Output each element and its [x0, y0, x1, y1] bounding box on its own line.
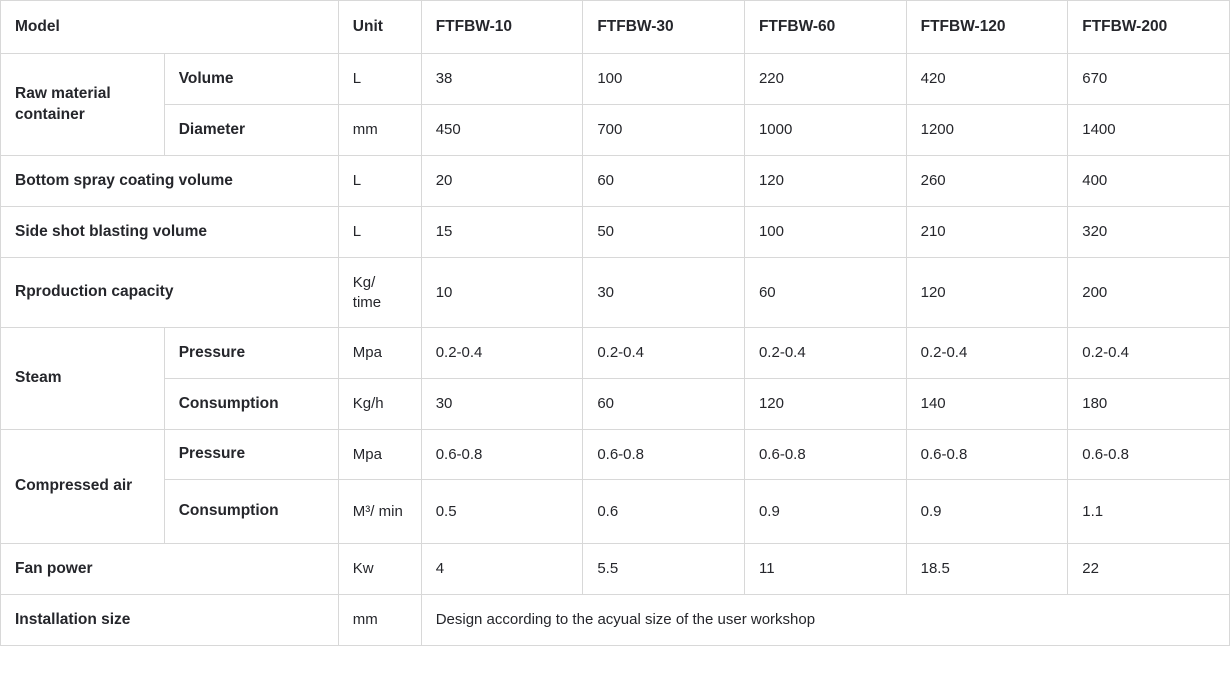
- cell-side-shot-ftfbw-60: 100: [744, 207, 906, 258]
- table-row: [1, 258, 1230, 328]
- cell-volume-ftfbw-120: 420: [906, 54, 1068, 105]
- header-model-ftfbw-120: FTFBW-120: [906, 1, 1068, 54]
- cell-side-shot-ftfbw-30: 50: [583, 207, 745, 258]
- cell-volume-ftfbw-10: 38: [421, 54, 583, 105]
- row-group-compressed-air: Compressed air: [1, 430, 165, 544]
- cell-air-consumption-ftfbw-30: 0.6: [583, 480, 745, 544]
- cell-steam-pressure-ftfbw-60: 0.2-0.4: [744, 328, 906, 379]
- header-model-ftfbw-200: FTFBW-200: [1068, 1, 1230, 54]
- row-label-steam-pressure: Pressure: [164, 328, 338, 379]
- header-model-ftfbw-10: FTFBW-10: [421, 1, 583, 54]
- cell-air-pressure-ftfbw-30: 0.6-0.8: [583, 430, 745, 480]
- row-label-diameter: Diameter: [164, 105, 338, 156]
- table-header-row: [1, 1, 1230, 54]
- row-label-volume: Volume: [164, 54, 338, 105]
- cell-bottom-spray-ftfbw-30: 60: [583, 156, 745, 207]
- cell-diameter-ftfbw-30: 700: [583, 105, 745, 156]
- table-row: [1, 544, 1230, 595]
- cell-steam-pressure-ftfbw-200: 0.2-0.4: [1068, 328, 1230, 379]
- cell-capacity-ftfbw-200: 200: [1068, 258, 1230, 328]
- cell-volume-ftfbw-200: 670: [1068, 54, 1230, 105]
- row-group-raw-material-container: Raw material container: [1, 54, 165, 156]
- row-unit-rproduction-capacity: Kg/ time: [338, 258, 421, 328]
- cell-volume-ftfbw-30: 100: [583, 54, 745, 105]
- cell-fan-power-ftfbw-120: 18.5: [906, 544, 1068, 595]
- cell-steam-consumption-ftfbw-120: 140: [906, 379, 1068, 430]
- header-model-ftfbw-30: FTFBW-30: [583, 1, 745, 54]
- header-unit: Unit: [338, 1, 421, 54]
- cell-air-consumption-ftfbw-120: 0.9: [906, 480, 1068, 544]
- row-label-installation-size: Installation size: [1, 595, 339, 646]
- cell-air-pressure-ftfbw-10: 0.6-0.8: [421, 430, 583, 480]
- table-row: [1, 328, 1230, 379]
- table-row: [1, 54, 1230, 105]
- row-unit-bottom-spray: L: [338, 156, 421, 207]
- cell-air-pressure-ftfbw-60: 0.6-0.8: [744, 430, 906, 480]
- cell-fan-power-ftfbw-200: 22: [1068, 544, 1230, 595]
- row-unit-side-shot: L: [338, 207, 421, 258]
- row-unit-steam-pressure: Mpa: [338, 328, 421, 379]
- cell-steam-pressure-ftfbw-120: 0.2-0.4: [906, 328, 1068, 379]
- cell-steam-consumption-ftfbw-60: 120: [744, 379, 906, 430]
- row-label-side-shot-blasting-volume: Side shot blasting volume: [1, 207, 339, 258]
- row-unit-installation-size: mm: [338, 595, 421, 646]
- cell-bottom-spray-ftfbw-10: 20: [421, 156, 583, 207]
- cell-air-consumption-ftfbw-10: 0.5: [421, 480, 583, 544]
- row-unit-air-consumption: M³/ min: [338, 480, 421, 544]
- cell-air-consumption-ftfbw-200: 1.1: [1068, 480, 1230, 544]
- cell-side-shot-ftfbw-200: 320: [1068, 207, 1230, 258]
- cell-steam-pressure-ftfbw-10: 0.2-0.4: [421, 328, 583, 379]
- row-label-air-consumption: Consumption: [164, 480, 338, 544]
- cell-air-consumption-ftfbw-60: 0.9: [744, 480, 906, 544]
- header-model-ftfbw-60: FTFBW-60: [744, 1, 906, 54]
- cell-capacity-ftfbw-60: 60: [744, 258, 906, 328]
- cell-fan-power-ftfbw-30: 5.5: [583, 544, 745, 595]
- row-unit-diameter: mm: [338, 105, 421, 156]
- cell-fan-power-ftfbw-10: 4: [421, 544, 583, 595]
- cell-diameter-ftfbw-120: 1200: [906, 105, 1068, 156]
- table-row: [1, 207, 1230, 258]
- table-row: [1, 105, 1230, 156]
- row-label-steam-consumption: Consumption: [164, 379, 338, 430]
- row-unit-fan-power: Kw: [338, 544, 421, 595]
- table-row: [1, 595, 1230, 646]
- cell-steam-pressure-ftfbw-30: 0.2-0.4: [583, 328, 745, 379]
- cell-bottom-spray-ftfbw-120: 260: [906, 156, 1068, 207]
- row-unit-volume: L: [338, 54, 421, 105]
- row-group-steam: Steam: [1, 328, 165, 430]
- row-label-rproduction-capacity: Rproduction capacity: [1, 258, 339, 328]
- cell-diameter-ftfbw-60: 1000: [744, 105, 906, 156]
- cell-bottom-spray-ftfbw-60: 120: [744, 156, 906, 207]
- cell-air-pressure-ftfbw-120: 0.6-0.8: [906, 430, 1068, 480]
- cell-diameter-ftfbw-200: 1400: [1068, 105, 1230, 156]
- cell-volume-ftfbw-60: 220: [744, 54, 906, 105]
- cell-fan-power-ftfbw-60: 11: [744, 544, 906, 595]
- cell-capacity-ftfbw-10: 10: [421, 258, 583, 328]
- cell-diameter-ftfbw-10: 450: [421, 105, 583, 156]
- header-model: Model: [1, 1, 339, 54]
- table-row: [1, 430, 1230, 480]
- table-row: [1, 480, 1230, 544]
- row-unit-air-pressure: Mpa: [338, 430, 421, 480]
- table-row: [1, 379, 1230, 430]
- cell-steam-consumption-ftfbw-200: 180: [1068, 379, 1230, 430]
- cell-steam-consumption-ftfbw-10: 30: [421, 379, 583, 430]
- cell-steam-consumption-ftfbw-30: 60: [583, 379, 745, 430]
- cell-installation-note: Design according to the acyual size of the user workshop: [421, 595, 1229, 646]
- cell-side-shot-ftfbw-120: 210: [906, 207, 1068, 258]
- row-label-fan-power: Fan power: [1, 544, 339, 595]
- cell-bottom-spray-ftfbw-200: 400: [1068, 156, 1230, 207]
- cell-capacity-ftfbw-120: 120: [906, 258, 1068, 328]
- cell-air-pressure-ftfbw-200: 0.6-0.8: [1068, 430, 1230, 480]
- row-label-bottom-spray-coating-volume: Bottom spray coating volume: [1, 156, 339, 207]
- row-label-air-pressure: Pressure: [164, 430, 338, 480]
- cell-side-shot-ftfbw-10: 15: [421, 207, 583, 258]
- cell-capacity-ftfbw-30: 30: [583, 258, 745, 328]
- table-row: [1, 156, 1230, 207]
- row-unit-steam-consumption: Kg/h: [338, 379, 421, 430]
